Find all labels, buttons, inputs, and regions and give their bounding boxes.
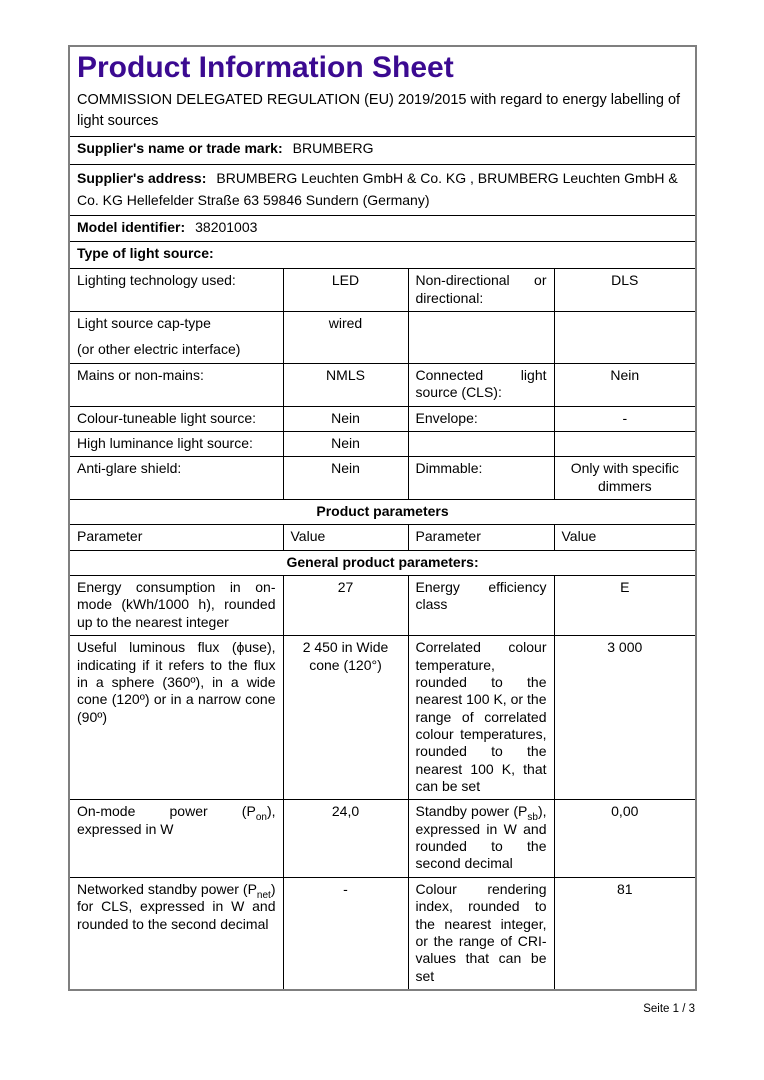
value-cell: 2 450 in Wide cone (120°) bbox=[283, 636, 408, 800]
title-block bbox=[69, 46, 696, 137]
page-number: Seite 1 / 3 bbox=[643, 1003, 695, 1015]
value-cell: Nein bbox=[283, 457, 408, 500]
param-cell: Lighting technology used: bbox=[69, 269, 283, 312]
value-cell: E bbox=[554, 576, 696, 636]
product-info-table bbox=[68, 45, 697, 991]
table-row bbox=[69, 800, 696, 877]
supplier-address-value: BRUMBERG Leuchten GmbH & Co. KG , BRUMBERG Leuchten GmbH & Co. KG Hellefelder Straße 63 59846 Sundern (Germany) bbox=[77, 170, 678, 208]
param-cell bbox=[408, 312, 554, 364]
param-cell: Anti-glare shield: bbox=[69, 457, 283, 500]
table-row bbox=[69, 269, 696, 312]
value-cell: DLS bbox=[554, 269, 696, 312]
title-row bbox=[69, 46, 696, 137]
supplier-address-label: Supplier's address: bbox=[77, 170, 207, 187]
param-cell: High luminance light source: bbox=[69, 431, 283, 456]
param-cell: Non-directional or directional: bbox=[408, 269, 554, 312]
value-cell: wired bbox=[283, 312, 408, 364]
general-parameters-header-row bbox=[69, 550, 696, 575]
param-cell: On-mode power $(P_{on})$, expressed in W bbox=[69, 800, 283, 877]
supplier-address-row bbox=[69, 165, 696, 216]
model-identifier-row bbox=[69, 216, 696, 242]
supplier-name-value: BRUMBERG bbox=[292, 140, 374, 157]
param-cell: Standby power $(P_{sb})$, expressed in W and rounded to the second decimal bbox=[408, 800, 554, 877]
product-parameters-header-row bbox=[69, 500, 696, 525]
table-row bbox=[69, 406, 696, 431]
param-cell: Colour-tuneable light source: bbox=[69, 406, 283, 431]
param-cell: Colour rendering index, rounded to the nearest integer, or the range of CRI-values that can be set bbox=[408, 877, 554, 990]
value-cell: 27 bbox=[283, 576, 408, 636]
table-row bbox=[69, 363, 696, 406]
value-cell bbox=[554, 431, 696, 456]
value-cell: 0,00 bbox=[554, 800, 696, 877]
param-cell: Envelope: bbox=[408, 406, 554, 431]
column-headers-row bbox=[69, 525, 696, 550]
param-cell: Useful luminous flux (ϕuse), indicating if it refers to the flux in a sphere (360º), in a wide cone (120º) or in a narrow cone (90º) bbox=[69, 636, 283, 800]
table-row bbox=[69, 312, 696, 364]
model-identifier-cell bbox=[69, 216, 696, 242]
param-cell: Networked standby power $(P_{net})$ for CLS, expressed in W and rounded to the second decimal bbox=[69, 877, 283, 990]
product-parameters-title: Product parameters bbox=[69, 500, 696, 525]
general-parameters-rows bbox=[69, 576, 696, 990]
value-cell: Nein bbox=[283, 431, 408, 456]
value-cell bbox=[554, 312, 696, 364]
value-cell: Nein bbox=[554, 363, 696, 406]
table-row bbox=[69, 636, 696, 800]
column-header-value-2: Value bbox=[554, 525, 696, 550]
value-cell: Nein bbox=[283, 406, 408, 431]
table-row bbox=[69, 576, 696, 636]
regulation-subtitle: COMMISSION DELEGATED REGULATION (EU) 2019/2015 with regard to energy labelling of light sources bbox=[77, 92, 681, 130]
value-cell: NMLS bbox=[283, 363, 408, 406]
value-cell: 81 bbox=[554, 877, 696, 990]
param-cell: Connected light source (CLS): bbox=[408, 363, 554, 406]
model-identifier-label: Model identifier: bbox=[77, 219, 186, 236]
param-cell: Light source cap-type (or other electric interface) bbox=[69, 312, 283, 364]
param-cell: Energy consumption in on-mode (kWh/1000 h), rounded up to the nearest integer bbox=[69, 576, 283, 636]
table-row bbox=[69, 877, 696, 990]
param-cell: Dimmable: bbox=[408, 457, 554, 500]
supplier-address-cell bbox=[69, 165, 696, 216]
page-title: Product Information Sheet bbox=[77, 51, 454, 84]
type-section-header-row bbox=[69, 242, 696, 269]
table-row bbox=[69, 457, 696, 500]
type-section-rows bbox=[69, 269, 696, 500]
value-cell: Only with specific dimmers bbox=[554, 457, 696, 500]
column-header-parameter-2: Parameter bbox=[408, 525, 554, 550]
value-cell: - bbox=[283, 877, 408, 990]
type-of-light-source-header: Type of light source: bbox=[69, 242, 696, 269]
value-cell: 3 000 bbox=[554, 636, 696, 800]
column-header-value-1: Value bbox=[283, 525, 408, 550]
supplier-name-cell bbox=[69, 137, 696, 165]
param-cell bbox=[408, 431, 554, 456]
value-cell: 24,0 bbox=[283, 800, 408, 877]
value-cell: - bbox=[554, 406, 696, 431]
table-row bbox=[69, 431, 696, 456]
supplier-name-label: Supplier's name or trade mark: bbox=[77, 140, 283, 157]
param-cell: Mains or non-mains: bbox=[69, 363, 283, 406]
general-product-parameters-title: General product parameters: bbox=[69, 550, 696, 575]
param-cell: Correlated colour temperature, rounded to the nearest 100 K, or the range of correlated colour temperatures, rounded to the nearest 100 K, that can be set bbox=[408, 636, 554, 800]
param-cell: Energy efficiency class bbox=[408, 576, 554, 636]
column-header-parameter-1: Parameter bbox=[69, 525, 283, 550]
model-identifier-value: 38201003 bbox=[195, 219, 258, 236]
supplier-name-row bbox=[69, 137, 696, 165]
value-cell: LED bbox=[283, 269, 408, 312]
